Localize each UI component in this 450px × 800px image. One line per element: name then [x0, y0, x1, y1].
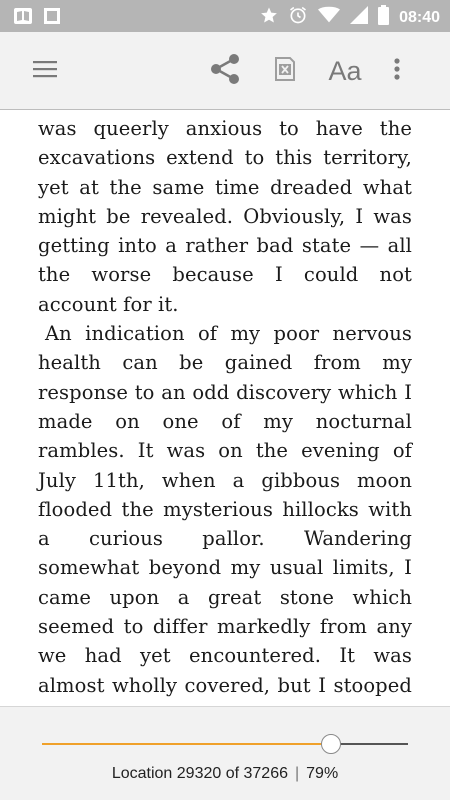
percent-text: 79% [306, 765, 339, 782]
xray-icon [274, 56, 296, 86]
font-settings-button[interactable] [322, 52, 368, 90]
menu-button[interactable] [30, 52, 60, 90]
alarm-icon [288, 5, 308, 30]
book-notification-icon [14, 8, 32, 29]
star-icon [260, 6, 278, 29]
location-text: Location 29320 of 37266 [111, 765, 288, 782]
square-notification-icon [44, 8, 60, 29]
xray-button[interactable] [268, 52, 302, 90]
signal-icon [350, 6, 368, 29]
more-options-icon [394, 58, 400, 84]
progress-bar-panel [0, 706, 450, 800]
separator: | [294, 765, 300, 782]
more-options-button[interactable] [386, 52, 408, 90]
share-icon [209, 53, 241, 89]
book-page[interactable] [38, 114, 412, 706]
reader-toolbar [0, 32, 450, 110]
menu-icon [33, 60, 57, 82]
battery-icon [378, 5, 389, 30]
font-settings-icon: Aa [328, 55, 362, 86]
location-slider[interactable] [42, 739, 408, 749]
slider-thumb[interactable] [321, 734, 341, 754]
status-time: 08:40 [399, 8, 440, 26]
status-bar [0, 0, 450, 32]
location-info [0, 765, 450, 783]
share-button[interactable] [205, 52, 245, 90]
paragraph: An indication of my poor nervous health can be gained from my response to an odd discovery which I made on one of my nocturnal rambles. It was on the evening of July 11th, when a gibbous moon flooded the mysterious hillocks with a curious pallor. Wandering somewhat beyond my usual limits, I came upon a great stone which seemed to differ markedly from any we had yet encountered. It was almost wholly covered, but I stooped [38, 322, 412, 697]
paragraph: was queerly anxious to have the excavations extend to this territory, yet at the same time dreaded what might be revealed. Obviously, I was getting into a rather bad state — all the worse because I could not account for it. [38, 117, 412, 316]
slider-progress-fill [42, 743, 331, 745]
wifi-icon [318, 6, 340, 29]
